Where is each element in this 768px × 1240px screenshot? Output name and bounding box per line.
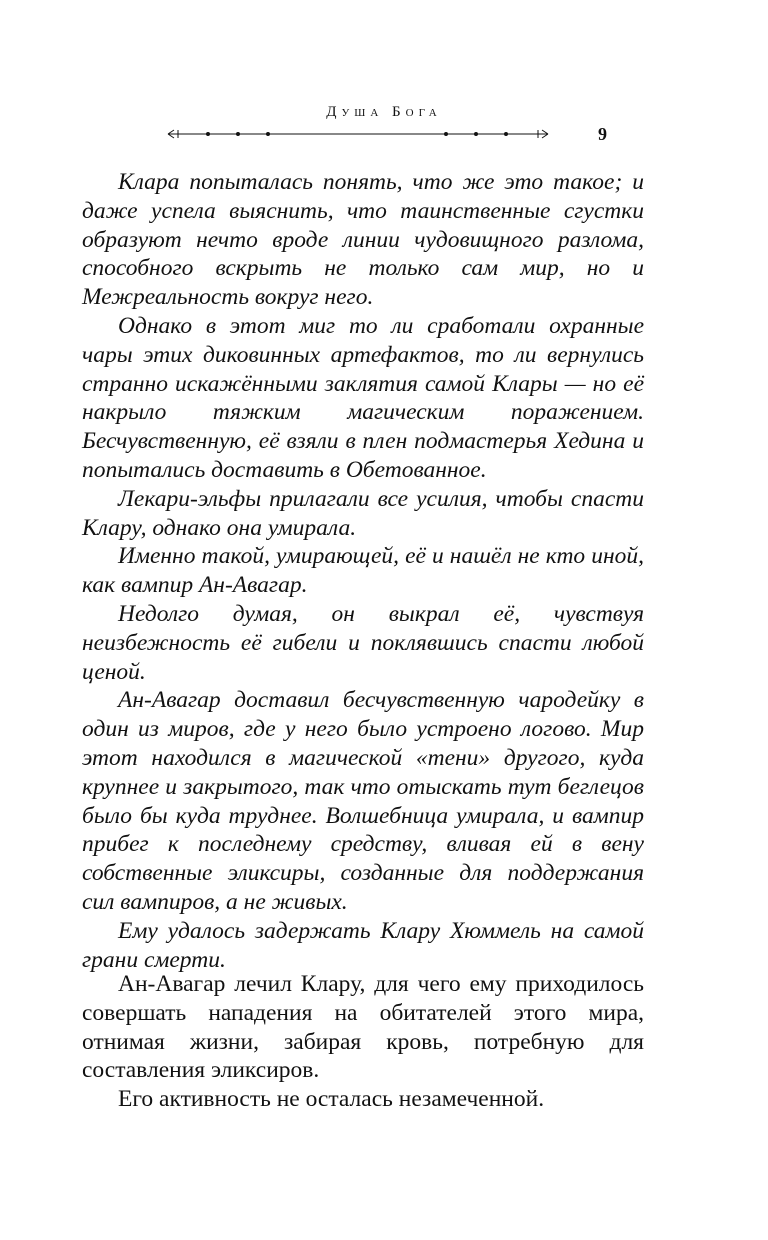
italic-summary-section xyxy=(82,168,644,974)
italic-paragraph: Лекари-эльфы прилагали все усилия, чтобы спасти Клару, однако она умирала. xyxy=(82,485,644,541)
italic-paragraph: Недолго думая, он выкрал её, чувствуя неизбежность её гибели и поклявшись спасти любой ценой. xyxy=(82,600,644,685)
body-paragraph: Ан-Авагар лечил Клару, для чего ему приходилось совершать нападения на обитателей этого мира, отнимая жизни, забирая кровь, потребную для составления эликсиров. xyxy=(82,971,644,1084)
italic-paragraph: Ан-Авагар доставил бесчувственную чародейку в один из миров, где у него было устроено логово. Мир этот находился в магической «тени» другого, куда крупнее и закрытого, так что отыскать тут беглецов было бы куда труднее. Волшебница умирала, и вампир прибег к последнему средству, вливая ей в вену собственные эликсиры, созданные для поддержания сил вампиров, а не живых. xyxy=(82,687,644,915)
italic-paragraph: Однако в этот миг то ли сработали охранные чары этих диковинных артефактов, то ли вернулись странно искажёнными заклятия самой Клары — но её накрыло тяжким магическим поражением. Бесчувственную, её взяли в плен подмастерья Хедина и попытались доставить в Обетованное. xyxy=(82,312,644,483)
body-text-section xyxy=(82,970,644,1114)
italic-paragraph: Ему удалось задержать Клару Хюммель на самой грани смерти. xyxy=(82,917,644,973)
header-ornament-rule xyxy=(166,126,550,142)
body-paragraph: Его активность не осталась незамеченной. xyxy=(118,1086,545,1113)
italic-paragraph: Клара попыталась понять, что же это такое; и даже успела выяснить, что таинственные сгустки образуют нечто вроде линии чудовищного разлома, способного вскрыть не только сам мир, но и Межреальность вокруг него. xyxy=(82,169,644,311)
running-header-title: Душа Бога xyxy=(326,104,442,120)
italic-paragraph: Именно такой, умирающей, её и нашёл не кто иной, как вампир Ан-Авагар. xyxy=(82,543,644,599)
page-number: 9 xyxy=(598,124,607,144)
